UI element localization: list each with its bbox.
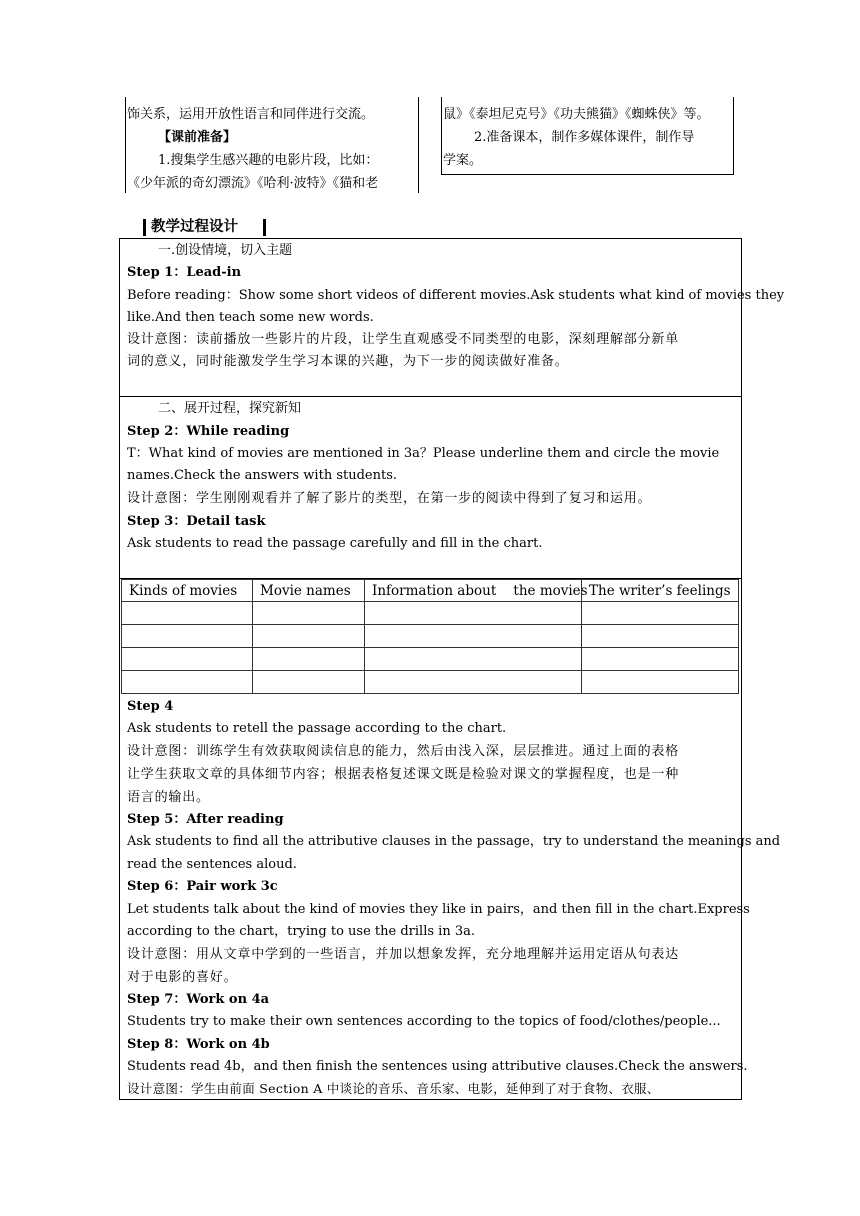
left-line-4: 《少年派的奇幻漂流》《哈利·波特》《猫和老 xyxy=(127,176,379,191)
step7-text-1: Students try to make their own sentences according to the topics of food/clothes/people... xyxy=(127,1014,721,1029)
table-border-right xyxy=(741,238,742,1100)
right-line-2: 2.准备课本，制作多媒体课件，制作导 xyxy=(474,130,695,145)
step5-text-2: read the sentences aloud. xyxy=(127,857,297,872)
chart-cell[interactable] xyxy=(121,670,253,694)
intent8-text-1: 设计意图：学生由前面 Section A 中谈论的音乐、音乐家、电影，延伸到了对于食物、衣服、 xyxy=(127,1081,660,1096)
chart-header-cell xyxy=(581,579,739,602)
chart-cell[interactable] xyxy=(121,601,253,625)
chart-header-feelings: The writer’s feelings xyxy=(589,583,731,599)
chart-cell[interactable] xyxy=(364,670,582,694)
step6-title: Step 6：Pair work 3c xyxy=(127,879,278,894)
step1-text-1: Before reading：Show some short videos of different movies.Ask students what kind of movies they xyxy=(127,288,785,303)
chart-cell[interactable] xyxy=(581,670,739,694)
intent4-text-1: 设计意图：训练学生有效获取阅读信息的能力，然后由浅入深，层层推进。通过上面的表格 xyxy=(127,744,680,759)
chart-cell[interactable] xyxy=(581,601,739,625)
step8-title: Step 8：Work on 4b xyxy=(127,1037,270,1052)
chart-cell[interactable] xyxy=(121,647,253,671)
step1-text-2: like.And then teach some new words. xyxy=(127,310,374,325)
intent2-text: 设计意图：学生刚刚观看并了解了影片的类型，在第一步的阅读中得到了复习和运用。 xyxy=(127,491,652,506)
chart-cell[interactable] xyxy=(364,601,582,625)
chart-cell[interactable] xyxy=(252,624,365,648)
heading-bar-left xyxy=(143,219,146,236)
intent4-text-3: 语言的输出。 xyxy=(127,790,210,805)
intent1-text-2: 词的意义，同时能激发学生学习本课的兴趣，为下一步的阅读做好准备。 xyxy=(127,354,569,369)
chart-cell[interactable] xyxy=(364,647,582,671)
chart-cell[interactable] xyxy=(252,601,365,625)
right-line-3: 学案。 xyxy=(443,153,483,168)
intent6-text-2: 对于电影的喜好。 xyxy=(127,970,238,985)
section-heading-text: 教学过程设计 xyxy=(151,218,238,235)
step2-title: Step 2：While reading xyxy=(127,424,290,439)
step5-title: Step 5：After reading xyxy=(127,812,284,827)
step5-text-1: Ask students to find all the attributive clauses in the passage，try to understand the meanings and xyxy=(127,834,781,849)
row-divider-1 xyxy=(119,396,742,397)
step3-text-1: Ask students to read the passage carefully and fill in the chart. xyxy=(127,536,543,551)
step3-title: Step 3：Detail task xyxy=(127,514,266,529)
chart-cell[interactable] xyxy=(121,624,253,648)
left-column-rule-right xyxy=(418,97,419,193)
intent6-text-1: 设计意图：用从文章中学到的一些语言，并加以想象发挥，充分地理解并运用定语从句表达 xyxy=(127,947,680,962)
step6-text-2: according to the chart，trying to use the drills in 3a. xyxy=(127,924,475,939)
right-column-rule-right xyxy=(733,97,734,175)
step4-title: Step 4 xyxy=(127,699,174,714)
right-column-rule-bottom xyxy=(441,174,734,175)
part1-heading: 一.创设情境，切入主题 xyxy=(158,243,293,258)
chart-header-cell xyxy=(252,579,365,602)
chart-header-names: Movie names xyxy=(260,583,351,599)
step1-title: Step 1：Lead-in xyxy=(127,265,242,280)
table-border-top xyxy=(119,238,742,239)
chart-header-cell xyxy=(121,579,253,602)
heading-bar-right xyxy=(263,219,266,236)
left-column-rule-left xyxy=(125,97,126,193)
step6-text-1: Let students talk about the kind of movies they like in pairs，and then fill in the chart.Express xyxy=(127,902,750,917)
chart-cell[interactable] xyxy=(581,624,739,648)
chart-header-kinds: Kinds of movies xyxy=(129,583,238,599)
step4-text-1: Ask students to retell the passage according to the chart. xyxy=(127,721,507,736)
prep-heading: 【课前准备】 xyxy=(158,130,237,145)
part2-heading: 二、展开过程，探究新知 xyxy=(158,401,302,416)
left-line-1: 饰关系，运用开放性语言和同伴进行交流。 xyxy=(127,107,375,122)
chart-header-info: Information about the movies xyxy=(372,583,588,599)
step2-text-1: T：What kind of movies are mentioned in 3a？Please underline them and circle the movie xyxy=(127,446,720,461)
table-border-left xyxy=(119,238,120,1100)
right-line-1: 鼠》《泰坦尼克号》《功夫熊猫》《蜘蛛侠》等。 xyxy=(443,107,710,122)
step7-title: Step 7：Work on 4a xyxy=(127,992,270,1007)
intent4-text-2: 让学生获取文章的具体细节内容；根据表格复述课文既是检验对课文的掌握程度，也是一种 xyxy=(127,767,680,782)
chart-cell[interactable] xyxy=(252,670,365,694)
chart-cell[interactable] xyxy=(252,647,365,671)
chart-header-cell xyxy=(364,579,588,602)
intent1-text-1: 设计意图：读前播放一些影片的片段，让学生直观感受不同类型的电影，深刻理解部分新单 xyxy=(127,332,680,347)
step8-text-1: Students read 4b，and then finish the sentences using attributive clauses.Check the answers. xyxy=(127,1059,748,1074)
chart-cell[interactable] xyxy=(581,647,739,671)
step2-text-2: names.Check the answers with students. xyxy=(127,468,398,483)
left-line-3: 1.搜集学生感兴趣的电影片段，比如： xyxy=(158,153,379,168)
right-column-rule-left xyxy=(441,97,442,175)
chart-cell[interactable] xyxy=(364,624,582,648)
